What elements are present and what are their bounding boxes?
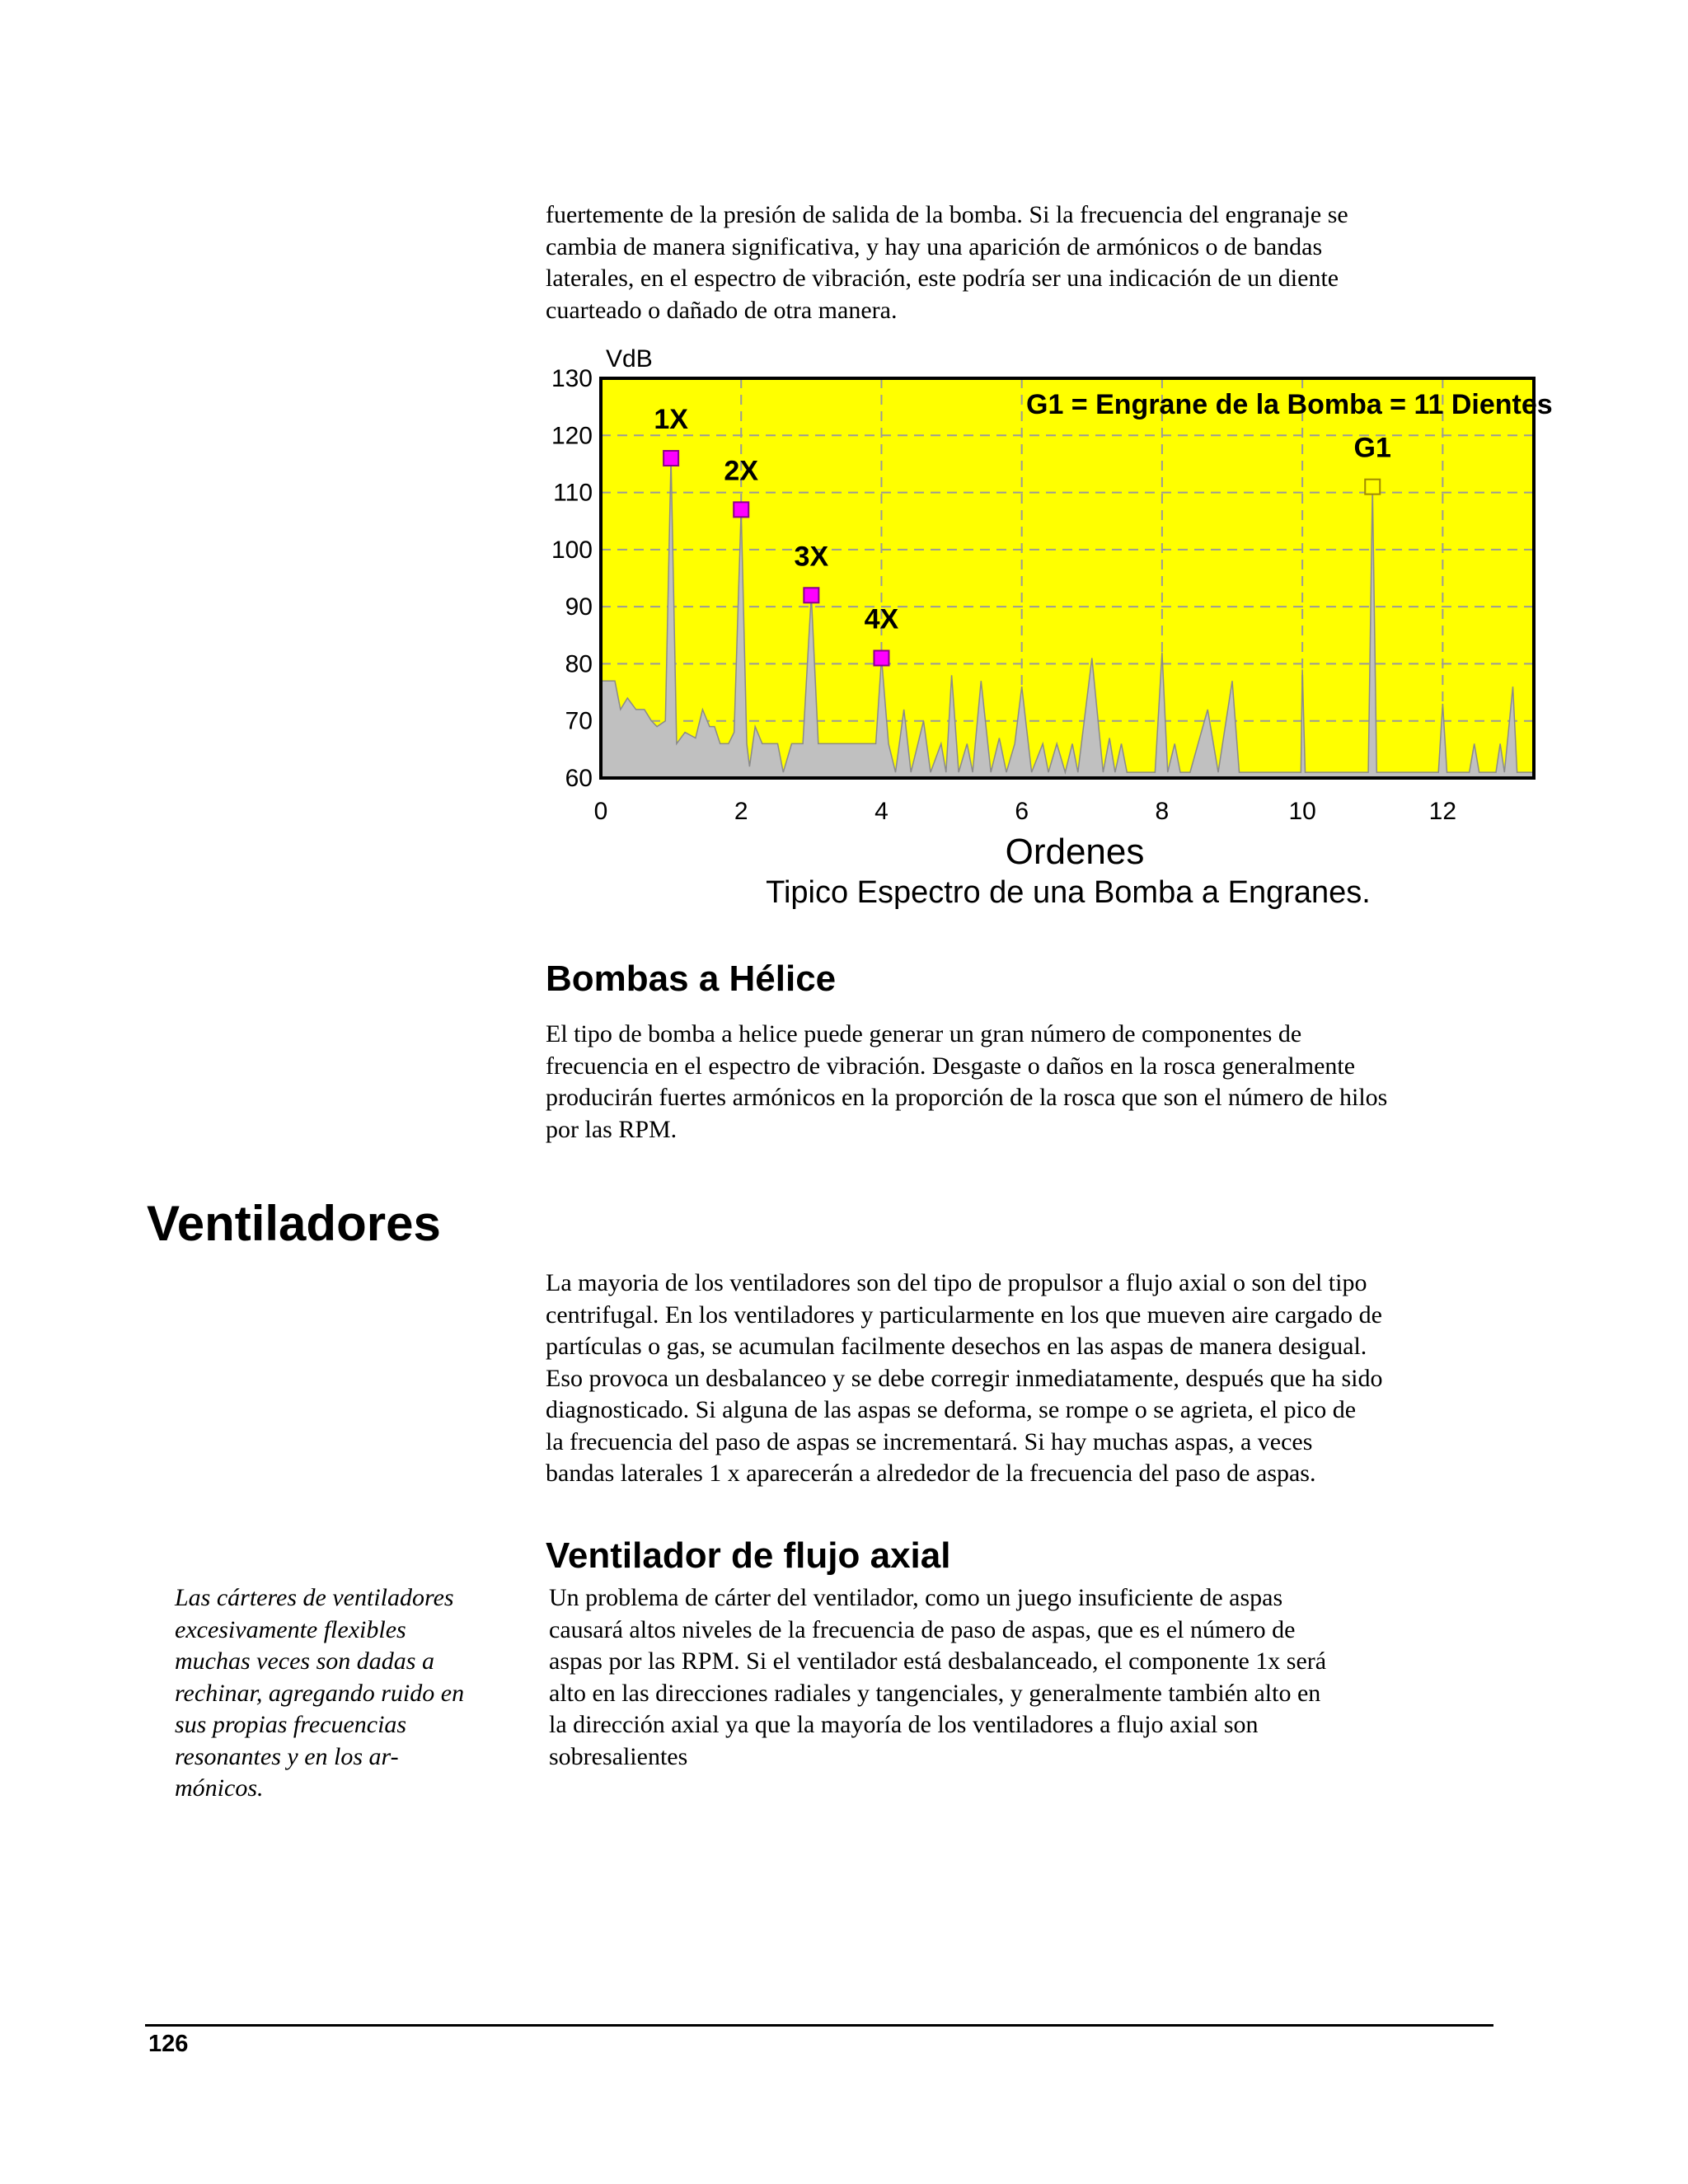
peak-marker	[804, 588, 818, 602]
peak-marker	[734, 502, 748, 517]
note-line: resonantes y en los ar-	[175, 1742, 399, 1770]
y-tick-label: 100	[551, 536, 593, 564]
x-tick-label: 8	[1155, 798, 1170, 825]
peak-label: 4X	[864, 603, 899, 635]
text-line: centrifugal. En los ventiladores y particularmente en los que mueven aire cargado de	[546, 1301, 1382, 1329]
gear-pump-spectrum-chart	[0, 0, 1688, 923]
peak-label: 3X	[794, 541, 829, 573]
peak-label: G1	[1353, 432, 1391, 464]
note-line: excesivamente flexibles	[175, 1615, 406, 1643]
text-line: Un problema de cárter del ventilador, como un juego insuficiente de aspas	[549, 1584, 1283, 1611]
margin-note	[175, 1582, 521, 1805]
peak-label: 1X	[654, 404, 688, 435]
text-line: fuertemente de la presión de salida de la bomba. Si la frecuencia del engranaje se	[546, 201, 1348, 228]
text-line: El tipo de bomba a helice puede generar un gran número de componentes de	[546, 1020, 1302, 1047]
text-line: La mayoria de los ventiladores son del tipo de propulsor a flujo axial o son del tipo	[546, 1269, 1367, 1296]
y-tick-label: 80	[565, 650, 593, 678]
text-line: la frecuencia del paso de aspas se incrementará. Si hay muchas aspas, a veces	[546, 1427, 1313, 1455]
section-heading-flujo-axial: Ventilador de flujo axial	[546, 1535, 951, 1576]
text-line: Eso provoca un desbalanceo y se debe corregir inmediatamente, después que ha sido	[546, 1364, 1383, 1392]
y-tick-label: 70	[565, 707, 593, 735]
x-axis-ticks	[594, 798, 1456, 825]
chart-title: Tipico Espectro de una Bomba a Engranes.	[766, 875, 1371, 910]
text-line: producirán fuertes armónicos en la proporción de la rosca que son el número de hilos	[546, 1084, 1388, 1111]
ventiladores-paragraph	[546, 1268, 1518, 1490]
x-tick-label: 10	[1288, 798, 1316, 825]
text-line: frecuencia en el espectro de vibración. Desgaste o daños en la rosca generalmente	[546, 1052, 1356, 1080]
y-tick-label: 60	[565, 765, 593, 792]
peak-marker	[663, 451, 678, 466]
bombas-helice-paragraph	[546, 1019, 1518, 1146]
text-line: cuarteado o dañado de otra manera.	[546, 296, 898, 324]
x-axis-label: Ordenes	[1005, 832, 1145, 872]
text-line: bandas laterales 1 x aparecerán a alrededor de la frecuencia del paso de aspas.	[546, 1460, 1316, 1487]
text-line: por las RPM.	[546, 1115, 678, 1143]
x-tick-label: 2	[734, 798, 748, 825]
peak-label: 2X	[724, 455, 759, 487]
note-line: sus propias frecuencias	[175, 1711, 407, 1738]
flujo-axial-paragraph	[549, 1582, 1522, 1773]
text-line: la dirección axial ya que la mayoría de los ventiladores a flujo axial son	[549, 1711, 1259, 1738]
text-line: cambia de manera significativa, y hay una aparición de armónicos o de bandas	[546, 232, 1323, 260]
note-line: rechinar, agregando ruido en	[175, 1679, 465, 1707]
x-tick-label: 4	[874, 798, 889, 825]
y-tick-label: 130	[551, 365, 593, 392]
peak-marker	[874, 651, 889, 666]
chart-annotation: G1 = Engrane de la Bomba = 11 Dientes	[1026, 389, 1553, 420]
page-number: 126	[148, 2031, 189, 2057]
text-line: causará altos niveles de la frecuencia de paso de aspas, que es el número de	[549, 1615, 1296, 1643]
x-tick-label: 12	[1428, 798, 1457, 825]
text-line: partículas o gas, se acumulan facilmente desechos en las aspas de manera desigual.	[546, 1333, 1367, 1360]
y-tick-label: 120	[551, 422, 593, 450]
section-heading-bombas-helice: Bombas a Hélice	[546, 958, 837, 999]
y-tick-label: 110	[553, 479, 593, 507]
note-line: mónicos.	[175, 1774, 264, 1802]
note-line: Las cárteres de ventiladores	[175, 1584, 454, 1611]
chapter-heading-ventiladores: Ventiladores	[147, 1196, 441, 1251]
x-tick-label: 0	[593, 798, 608, 825]
text-line: laterales, en el espectro de vibración, este podría ser una indicación de un diente	[546, 265, 1339, 292]
y-tick-label: 90	[565, 593, 593, 621]
text-line: sobresalientes	[549, 1742, 688, 1770]
y-axis-label: VdB	[606, 345, 653, 373]
x-tick-label: 6	[1015, 798, 1029, 825]
note-line: muchas veces son dadas a	[175, 1647, 434, 1675]
footer-rule	[145, 2024, 1493, 2027]
text-line: aspas por las RPM. Si el ventilador está desbalanceado, el componente 1x será	[549, 1647, 1327, 1675]
peak-marker	[1365, 480, 1380, 494]
y-axis-ticks	[551, 365, 593, 792]
text-line: diagnosticado. Si alguna de las aspas se deforma, se rompe o se agrieta, el pico de	[546, 1396, 1357, 1423]
text-line: alto en las direcciones radiales y tangenciales, y generalmente también alto en	[549, 1679, 1321, 1707]
